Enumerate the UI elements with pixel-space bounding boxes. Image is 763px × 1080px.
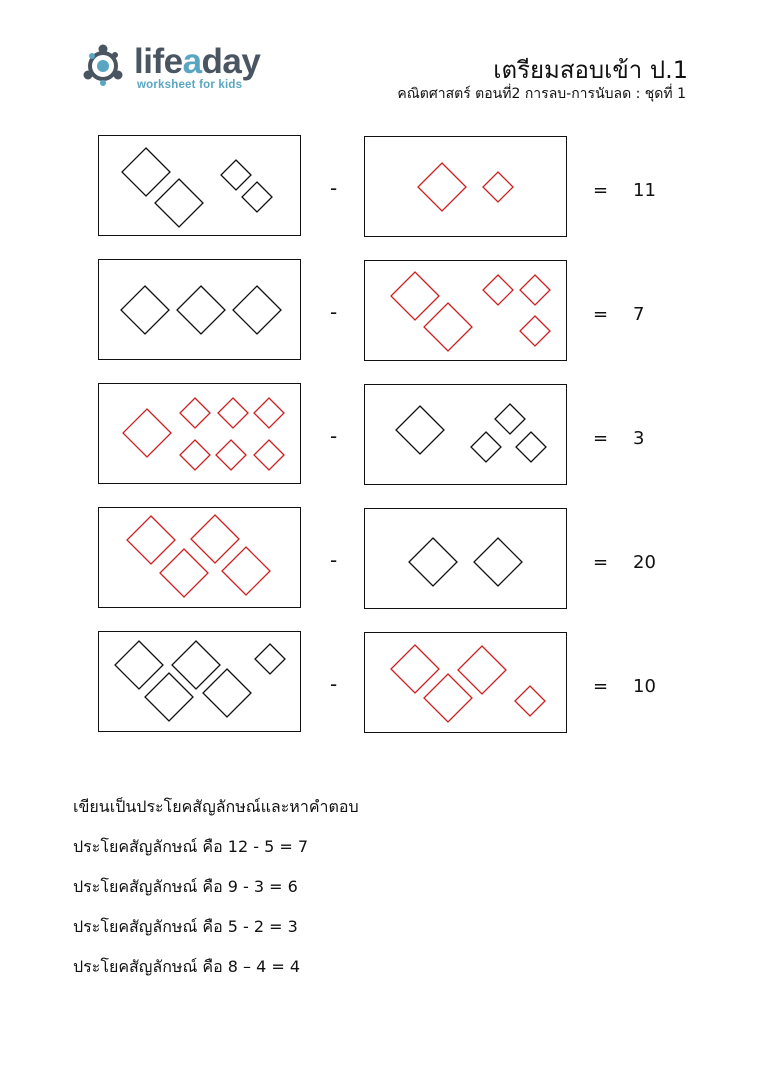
black-diamond-shape: [516, 432, 546, 462]
page-title: เตรียมสอบเข้า ป.1: [493, 56, 688, 84]
equals-sign: =: [593, 180, 609, 201]
minus-sign: -: [330, 672, 338, 696]
answer-value: 11: [633, 180, 656, 201]
black-diamond-shape: [474, 538, 522, 586]
right-shape-box: [364, 136, 567, 237]
black-diamond-shape: [115, 641, 163, 689]
red-diamond-shape: [424, 303, 472, 351]
shape-group: [99, 632, 302, 733]
red-diamond-shape: [218, 398, 248, 428]
shape-group: [99, 508, 302, 609]
equals-sign: =: [593, 676, 609, 697]
right-shape-box: [364, 632, 567, 733]
red-diamond-shape: [391, 272, 439, 320]
red-diamond-shape: [424, 674, 472, 722]
shape-group: [365, 509, 568, 610]
shape-group: [99, 384, 302, 485]
black-diamond-shape: [121, 286, 169, 334]
black-diamond-shape: [409, 538, 457, 586]
logo-tagline: worksheet for kids: [137, 79, 243, 91]
shape-group: [365, 261, 568, 362]
left-shape-box: [98, 631, 301, 732]
black-diamond-shape: [172, 641, 220, 689]
number-sentence-line: ประโยคสัญลักษณ์ คือ 9 - 3 = 6: [73, 877, 298, 896]
answer-value: 7: [633, 304, 645, 325]
logo-molecule-icon: [82, 42, 130, 90]
red-diamond-shape: [180, 398, 210, 428]
red-diamond-shape: [458, 646, 506, 694]
red-diamond-shape: [418, 163, 466, 211]
instruction-heading: เขียนเป็นประโยคสัญลักษณ์และหาคำตอบ: [73, 797, 359, 816]
black-diamond-shape: [233, 286, 281, 334]
black-diamond-shape: [122, 148, 170, 196]
red-diamond-shape: [216, 440, 246, 470]
minus-sign: -: [330, 176, 338, 200]
number-sentence-line: ประโยคสัญลักษณ์ คือ 5 - 2 = 3: [73, 917, 298, 936]
black-diamond-shape: [155, 179, 203, 227]
number-sentence-line: ประโยคสัญลักษณ์ คือ 12 - 5 = 7: [73, 837, 309, 856]
shape-group: [365, 385, 568, 486]
left-shape-box: [98, 135, 301, 236]
black-diamond-shape: [145, 673, 193, 721]
red-diamond-shape: [123, 409, 171, 457]
red-diamond-shape: [254, 398, 284, 428]
equals-sign: =: [593, 304, 609, 325]
left-shape-box: [98, 507, 301, 608]
minus-sign: -: [330, 548, 338, 572]
black-diamond-shape: [495, 404, 525, 434]
left-shape-box: [98, 259, 301, 360]
red-diamond-shape: [391, 645, 439, 693]
red-diamond-shape: [483, 172, 513, 202]
minus-sign: -: [330, 300, 338, 324]
right-shape-box: [364, 384, 567, 485]
black-diamond-shape: [177, 286, 225, 334]
left-shape-box: [98, 383, 301, 484]
shape-group: [99, 260, 302, 361]
equals-sign: =: [593, 552, 609, 573]
right-shape-box: [364, 508, 567, 609]
red-diamond-shape: [520, 275, 550, 305]
logo-wordmark: lifeaday: [134, 42, 261, 81]
shape-group: [365, 137, 568, 238]
black-diamond-shape: [255, 644, 285, 674]
answer-value: 3: [633, 428, 645, 449]
red-diamond-shape: [180, 440, 210, 470]
equals-sign: =: [593, 428, 609, 449]
minus-sign: -: [330, 424, 338, 448]
black-diamond-shape: [242, 182, 272, 212]
answer-value: 20: [633, 552, 656, 573]
red-diamond-shape: [222, 547, 270, 595]
logo: [82, 40, 272, 96]
number-sentence-line: ประโยคสัญลักษณ์ คือ 8 – 4 = 4: [73, 957, 301, 976]
red-diamond-shape: [515, 686, 545, 716]
black-diamond-shape: [203, 669, 251, 717]
right-shape-box: [364, 260, 567, 361]
red-diamond-shape: [160, 549, 208, 597]
red-diamond-shape: [127, 516, 175, 564]
page-subtitle: คณิตศาสตร์ ตอนที่2 การลบ-การนับลด : ชุดที่ 1: [397, 86, 686, 102]
answer-value: 10: [633, 676, 656, 697]
red-diamond-shape: [483, 275, 513, 305]
red-diamond-shape: [520, 316, 550, 346]
black-diamond-shape: [396, 406, 444, 454]
red-diamond-shape: [254, 440, 284, 470]
black-diamond-shape: [221, 160, 251, 190]
shape-group: [99, 136, 302, 237]
red-diamond-shape: [191, 515, 239, 563]
black-diamond-shape: [471, 432, 501, 462]
shape-group: [365, 633, 568, 734]
